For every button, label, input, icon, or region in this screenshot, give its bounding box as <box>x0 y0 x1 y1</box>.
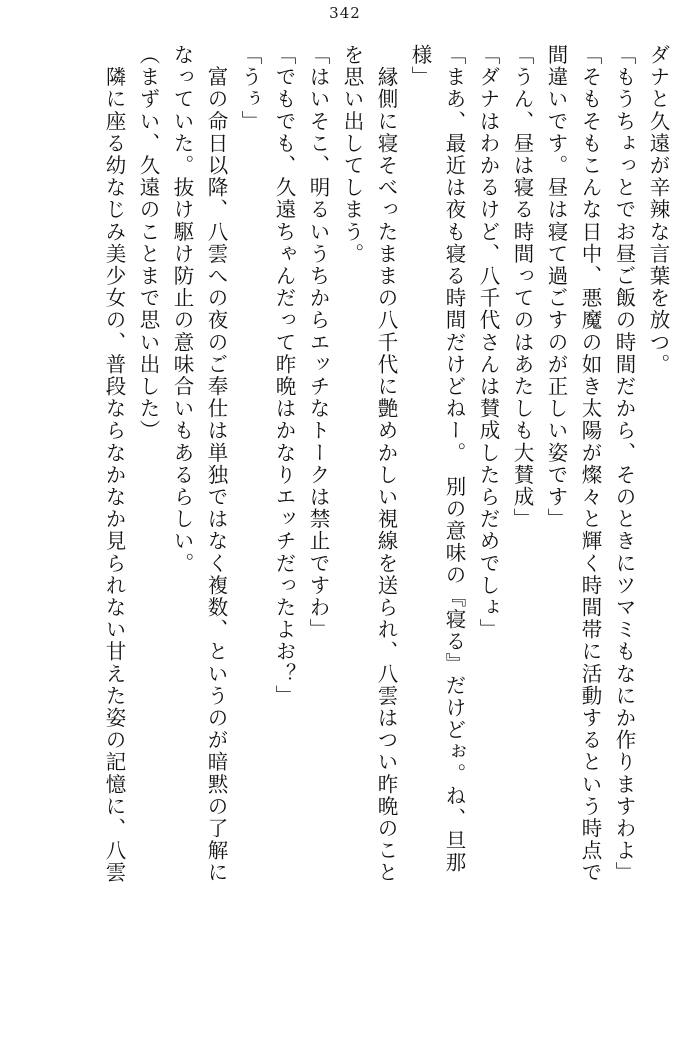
text-line: 「まあ、最近は夜も寝る時間だけどねー。 別の意味の『寝る』だけどぉ。ね、旦那 <box>442 44 466 874</box>
text-line: 「ダナはわかるけど、八千代さんは賛成したらだめでしょ」 <box>476 44 500 641</box>
text-line: 「うぅ」 <box>238 44 262 133</box>
text-line: 「でもでも、久遠ちゃんだって昨晩はかなりエッチだったよお？」 <box>272 44 296 707</box>
text-line: 「うん、昼は寝る時間ってのはあたしも大賛成」 <box>510 44 534 531</box>
text-line: 隣に座る幼なじみ美少女の、普段ならなかなか見られない甘えた姿の記憶に、八雲 <box>102 44 126 884</box>
vertical-text-body <box>34 44 668 1036</box>
text-line: 様」 <box>408 44 432 89</box>
text-line: （まずい、久遠のことまで思い出した） <box>136 44 160 442</box>
text-line: 富の命日以降、八雲への夜のご奉仕は単独ではなく複数、というのが暗黙の了解に <box>204 44 228 884</box>
text-line: 「そもそもこんな日中、悪魔の如き太陽が燦々と輝く時間帯に活動するという時点で <box>578 44 602 884</box>
text-line: 間違いです。昼は寝て過ごすのが正しい姿です」 <box>544 44 568 531</box>
text-line: 縁側に寝そべったままの八千代に艶めかしい視線を送られ、八雲はつい昨晩のこと <box>374 44 398 884</box>
text-line: なっていた。抜け駆け防止の意味合いもあるらしい。 <box>170 44 194 575</box>
text-line: 「もうちょっとでお昼ご飯の時間だから、そのときにツマミもなにか作りますわよ」 <box>612 44 636 884</box>
page-number: 342 <box>329 4 361 22</box>
text-line: を思い出してしまう。 <box>340 44 364 265</box>
text-line: 「はいそこ、明るいうちからエッチなトークは禁止ですわ」 <box>306 44 330 641</box>
text-line: ダナと久遠が辛辣な言葉を放つ。 <box>646 44 670 376</box>
